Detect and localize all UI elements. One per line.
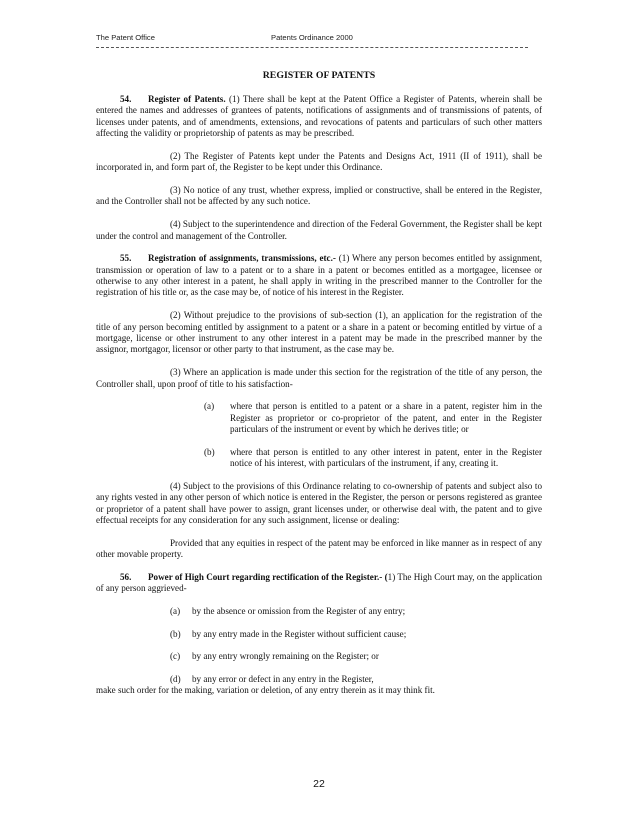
clause-label: (b)	[204, 446, 215, 457]
paragraph-text: (1) Where any person becomes entitled by assignment, transmission or operation of law to a patent or to a share in a patent or becomes entitled as a mortgagee, licensee or otherwise to any other interest in a patent, he shall apply in writing in the prescribed manner to the Controller for the registration of his title or, as the case may be, of notice of his interest in the Register.	[96, 253, 542, 298]
s56-clause-b	[96, 629, 542, 640]
s54-p1	[96, 94, 542, 140]
s55-p3	[96, 367, 542, 390]
page-title: REGISTER OF PATENTS	[262, 70, 376, 81]
s54-p2	[96, 151, 542, 174]
clause-text: where that person is entitled to any other interest in patent, enter in the Register notice of his interest, with particulars of the instrument, if any, creating it.	[230, 446, 542, 469]
header-title: Patents Ordinance 2000	[271, 33, 353, 42]
paragraph-text: (4) Subject to the provisions of this Ordinance relating to co-ownership of patents and subject also to any rights vested in any other person of which notice is entered in the Register, the person or persons registered as grantee or proprietor of a patent shall have power to assign, grant licenses under, or otherwise deal with, the patent and to give effectual receipts for any consideration for any such assignment, license or dealing:	[96, 480, 542, 526]
s55-p2	[96, 310, 542, 356]
clause-text: by any error or defect in any entry in the Register,	[192, 674, 374, 685]
clause-text: by any entry wrongly remaining on the Register; or	[192, 651, 379, 662]
s55-clause-a	[96, 401, 542, 435]
header-divider	[96, 47, 528, 48]
paragraph-text: (4) Subject to the superintendence and direction of the Federal Government, the Register shall be kept under the control and management of the Controller.	[96, 219, 542, 241]
header-office: The Patent Office	[96, 33, 155, 42]
page-number: 22	[313, 778, 325, 790]
clause-label: (a)	[170, 605, 181, 616]
clause-label: (d)	[170, 674, 181, 685]
clause-label: (b)	[170, 628, 181, 639]
document-body	[96, 94, 542, 708]
paragraph-text: (2) The Register of Patents kept under the Patents and Designs Act, 1911 (II of 1911), shall be incorporated in, and form part of, the Register to be kept under this Ordinance.	[96, 150, 542, 173]
paragraph-text: 1) The High Court may, on the application of any person aggrieved-	[96, 571, 542, 594]
s56-clause-c	[96, 651, 542, 662]
s55-clause-b	[96, 447, 542, 470]
clause-text: by any entry made in the Register without sufficient cause;	[192, 628, 407, 639]
paragraph-text: (3) No notice of any trust, whether express, implied or constructive, shall be entered in the Register, and the Controller shall not be affected by any such notice.	[96, 185, 542, 207]
s56-p1	[96, 572, 542, 595]
s55-p1	[96, 253, 542, 299]
section-heading: Power of High Court regarding rectification of the Register.- (	[148, 571, 388, 582]
s55-p4	[96, 481, 542, 527]
paragraph-text: (1) There shall be kept at the Patent Office a Register of Patents, wherein shall be entered the names and addresses of grantees of patents, notifications of assignments and of transmissions of patents, of licenses under patents, and of amendments, extensions, and revocations of patents and particulars of such other matters affecting the validity or proprietorship of patents as may be prescribed.	[96, 94, 542, 139]
s55-proviso	[96, 538, 542, 561]
paragraph-text: make such order for the making, variation or deletion, of any entry therein as it may think fit.	[96, 685, 435, 696]
clause-label: (c)	[170, 651, 181, 662]
clause-label: (a)	[204, 401, 215, 412]
paragraph-text: (3) Where an application is made under this section for the registration of the title of any person, the Controller shall, upon proof of title to his satisfaction-	[96, 367, 542, 389]
s54-p4	[96, 219, 542, 242]
s56-tail	[96, 685, 542, 696]
paragraph-text: Provided that any equities in respect of the patent may be enforced in like manner as in respect of any other movable property.	[96, 537, 542, 560]
section-number: 56.	[120, 571, 132, 582]
s54-p3	[96, 185, 542, 208]
section-heading: Registration of assignments, transmissions, etc.-	[148, 253, 336, 264]
clause-text: where that person is entitled to a patent or a share in a patent, register him in the Register as proprietor or co-proprietor of the patent, and enter in the Register particulars of the instrument or event by which he derives title; or	[230, 401, 542, 435]
s56-clause-d	[96, 674, 542, 685]
s56-clause-a	[96, 606, 542, 617]
paragraph-text: (2) Without prejudice to the provisions of sub-section (1), an application for the registration of the title of any person becoming entitled by assignment to a patent or a share in a patent or becoming entitled by virtue of a mortgage, license or other instrument to any other interest in a patent may be made in the prescribed manner by the assignor, mortgagor, licensor or other party to that instrument, as the case may be.	[96, 310, 542, 355]
section-heading: Register of Patents.	[148, 94, 226, 104]
clause-text: by the absence or omission from the Register of any entry;	[192, 605, 406, 616]
section-number: 54.	[120, 94, 132, 104]
section-number: 55.	[120, 253, 132, 264]
